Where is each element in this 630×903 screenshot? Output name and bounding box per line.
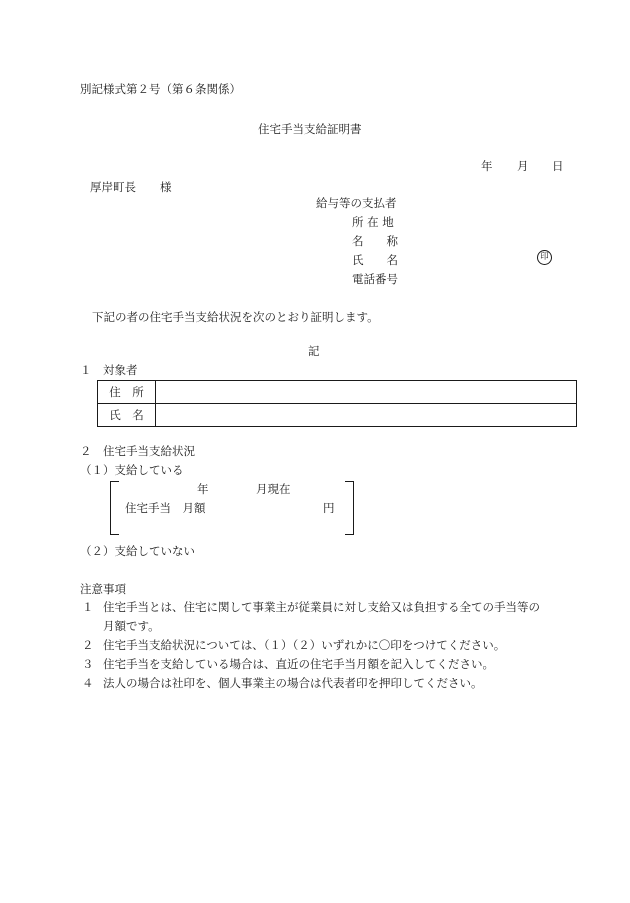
addressee-name: 厚岸町長 bbox=[90, 180, 136, 194]
notes-heading: 注意事項 bbox=[80, 582, 126, 596]
note-number: ２ bbox=[82, 638, 94, 652]
year-label: 年 bbox=[197, 482, 209, 496]
document-title: 住宅手当支給証明書 bbox=[258, 122, 362, 136]
note-number: ３ bbox=[82, 657, 94, 671]
monthly-amount-label: 住宅手当 月額 bbox=[125, 501, 206, 515]
section2-heading: ２ 住宅手当支給状況 bbox=[80, 444, 195, 458]
payer-name-label: 名 称 bbox=[352, 234, 398, 248]
note-text: 住宅手当とは、住宅に関して事業主が従業員に対し支給又は負担する全ての手当等の bbox=[103, 600, 540, 614]
date-month-label: 月 bbox=[517, 159, 529, 173]
target-person-table bbox=[97, 380, 577, 427]
table-row bbox=[98, 404, 577, 427]
note-text: 住宅手当を支給している場合は、直近の住宅手当月額を記入してください。 bbox=[103, 657, 494, 671]
intro-statement: 下記の者の住宅手当支給状況を次のとおり証明します。 bbox=[92, 310, 379, 324]
date-year-label: 年 bbox=[481, 159, 493, 173]
note-text: 法人の場合は社印を、個人事業主の場合は代表者印を押印してください。 bbox=[103, 676, 483, 690]
form-number: 別記様式第２号（第６条関係） bbox=[80, 82, 241, 96]
name-label: 氏 名 bbox=[98, 404, 156, 427]
month-current-label: 月現在 bbox=[256, 482, 291, 496]
note-number: １ bbox=[82, 600, 94, 614]
payer-person-label: 氏 名 bbox=[352, 253, 398, 267]
addressee-honorific: 様 bbox=[160, 180, 172, 194]
ki-heading: 記 bbox=[308, 344, 320, 358]
bracket-right bbox=[345, 481, 354, 535]
note-number: ４ bbox=[82, 676, 94, 690]
table-row bbox=[98, 381, 577, 404]
date-day-label: 日 bbox=[552, 159, 564, 173]
seal-mark: 印 bbox=[537, 250, 552, 265]
note-text: 住宅手当支給状況については、（１）（２）いずれかに〇印をつけてください。 bbox=[103, 638, 506, 652]
option-paying: （１）支給している bbox=[80, 463, 184, 477]
address-label: 住 所 bbox=[98, 381, 156, 404]
section1-heading: １ 対象者 bbox=[80, 363, 138, 377]
yen-label: 円 bbox=[323, 501, 335, 515]
address-field[interactable] bbox=[156, 381, 577, 404]
name-field[interactable] bbox=[156, 404, 577, 427]
bracket-left bbox=[110, 481, 119, 535]
payer-address-label: 所 在 地 bbox=[352, 215, 394, 229]
payer-phone-label: 電話番号 bbox=[352, 272, 398, 286]
payer-heading: 給与等の支払者 bbox=[316, 196, 397, 210]
note-text: 月額です。 bbox=[103, 619, 160, 633]
option-not-paying: （２）支給していない bbox=[80, 544, 195, 558]
